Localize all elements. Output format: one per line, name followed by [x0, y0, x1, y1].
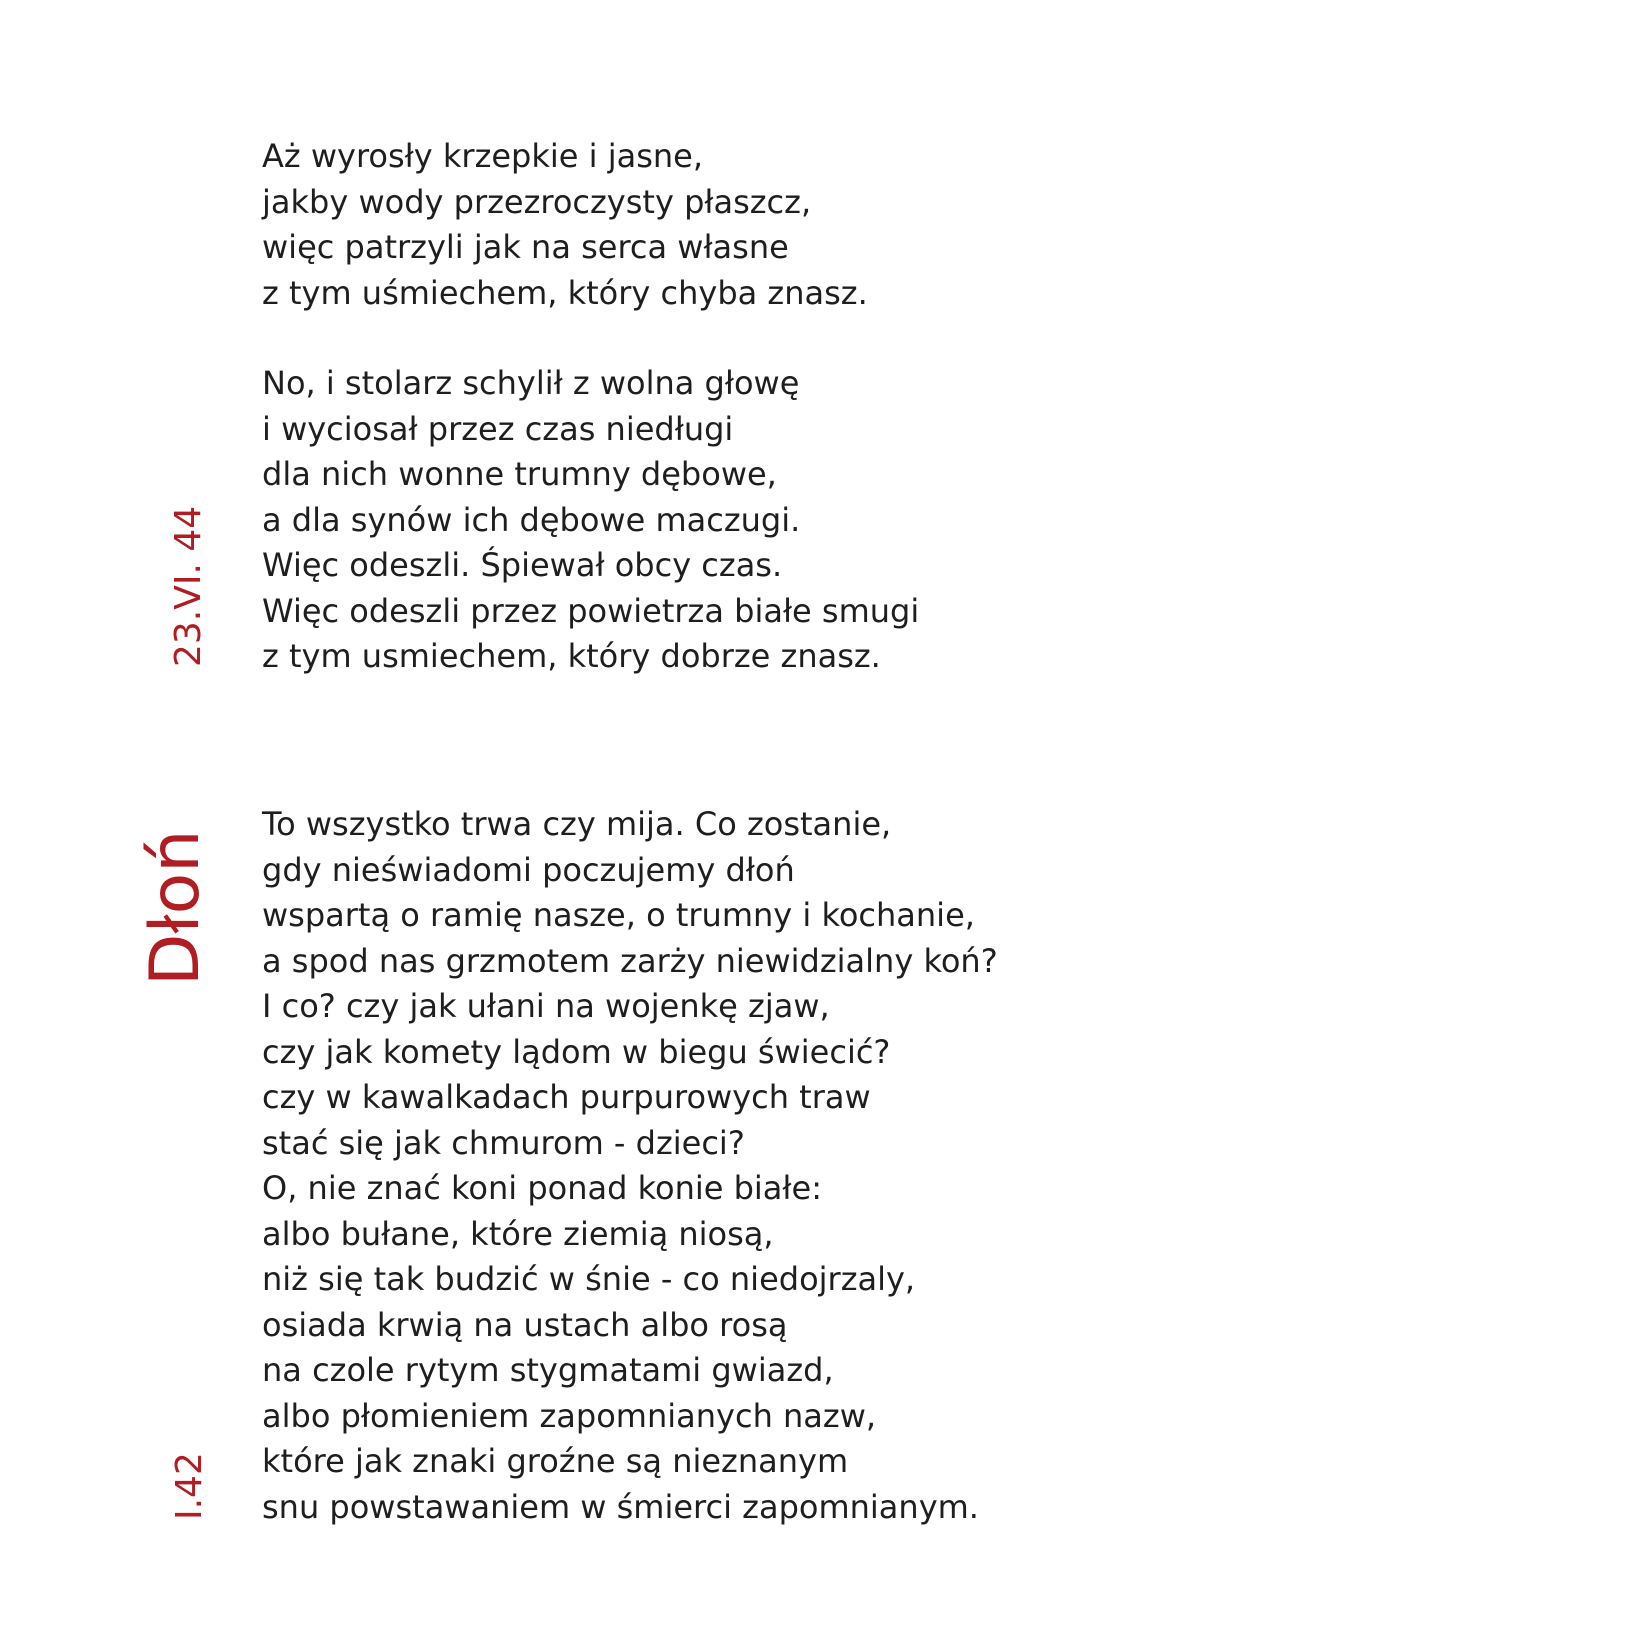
verse-line: a dla synów ich dębowe maczugi. — [262, 500, 801, 539]
verse-line: Aż wyrosły krzepkie i jasne, — [262, 137, 704, 175]
verse-line: Więc odeszli. Śpiewał obcy czas. — [262, 546, 783, 584]
verse-line: czy jak komety lądom w biegu świecić? — [262, 1032, 891, 1071]
verse-line: niż się tak budzić w śnie - co niedojrzaly, — [262, 1260, 916, 1298]
verse-line: na czole rytym stygmatami gwiazd, — [262, 1351, 834, 1389]
verse-line: które jak znaki groźne są nieznanym — [262, 1442, 849, 1480]
verse-line: czy w kawalkadach purpurowych traw — [262, 1078, 871, 1116]
date-label-first: 23.VI. 44 — [168, 505, 209, 667]
stanza-1 — [262, 134, 868, 316]
verse-line: z tym uśmiechem, który chyba znasz. — [262, 273, 868, 312]
verse-line: To wszystko trwa czy mija. Co zostanie, — [262, 805, 892, 843]
verse-line: snu powstawaniem w śmierci zapomnianym. — [262, 1487, 979, 1526]
verse-line: O, nie znać koni ponad konie białe: — [262, 1169, 822, 1207]
verse-line: i wyciosał przez czas niedługi — [262, 409, 734, 448]
verse-line: albo płomieniem zapomnianych nazw, — [262, 1396, 877, 1435]
date-label-second: I.42 — [169, 1452, 210, 1520]
stanza-2 — [262, 361, 919, 680]
verse-line: wspartą o ramię nasze, o trumny i kochanie, — [262, 896, 975, 934]
verse-line: Więc odeszli przez powietrza białe smugi — [262, 591, 920, 630]
verse-line: albo bułane, które ziemią niosą, — [262, 1214, 774, 1253]
verse-line: osiada krwią na ustach albo rosą — [262, 1305, 788, 1344]
verse-line: No, i stolarz schylił z wolna głowę — [262, 364, 800, 402]
verse-line: jakby wody przezroczysty płaszcz, — [262, 182, 812, 221]
verse-line: a spod nas grzmotem zarży niewidzialny koń? — [262, 941, 998, 980]
stanza-3 — [262, 802, 998, 1530]
verse-line: dla nich wonne trumny dębowe, — [262, 455, 777, 493]
verse-line: I co? czy jak ułani na wojenkę zjaw, — [262, 987, 830, 1025]
verse-line: stać się jak chmurom - dzieci? — [262, 1123, 745, 1162]
verse-line: więc patrzyli jak na serca własne — [262, 228, 789, 266]
verse-line: z tym usmiechem, który dobrze znasz. — [262, 637, 881, 675]
poem-title: Dłoń — [136, 829, 215, 986]
verse-line: gdy nieświadomi poczujemy dłoń — [262, 850, 795, 889]
